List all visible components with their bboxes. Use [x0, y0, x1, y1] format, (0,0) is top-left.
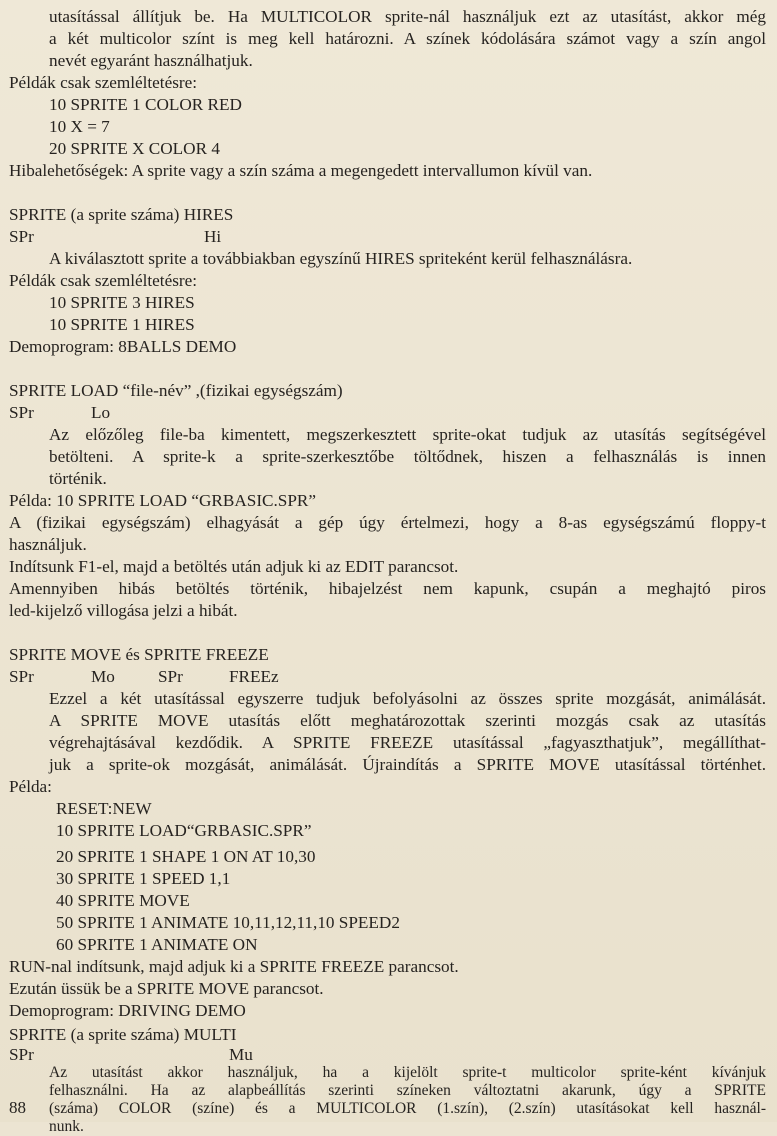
text-line: történik.	[49, 469, 107, 488]
abbreviation: FREEz	[229, 667, 279, 686]
text-line: végrehajtásával kezdődik. A SPRITE FREEZE utasítással „fagyaszthatjuk”, megállíthat-	[49, 733, 766, 752]
text-line: Demoprogram: 8BALLS DEMO	[9, 337, 237, 356]
text-line: Példa:	[9, 777, 52, 796]
text-line: nevét egyaránt használhatjuk.	[49, 51, 253, 70]
command-heading: SPRITE MOVE és SPRITE FREEZE	[9, 645, 269, 664]
code-line: 50 SPRITE 1 ANIMATE 10,11,12,11,10 SPEED2	[56, 913, 400, 932]
text-line: a két multicolor színt is meg kell határozni. A színek kódolására számot vagy a szín angol	[49, 29, 766, 48]
text-line: Az előzőleg file-ba kimentett, megszerkesztett sprite-okat tudjuk az utasítás segítségével	[49, 425, 766, 444]
abbreviation: SPr	[9, 1045, 34, 1064]
page-number: 88	[9, 1098, 26, 1117]
command-heading: SPRITE (a sprite száma) HIRES	[9, 205, 234, 224]
text-line: utasítással állítjuk be. Ha MULTICOLOR sprite-nál használjuk ezt az utasítást, akkor még	[49, 7, 766, 26]
text-line: betölteni. A sprite-k a sprite-szerkesztőbe töltődnek, hiszen a felhasználás is innen	[49, 447, 766, 466]
code-line: 10 SPRITE 1 COLOR RED	[49, 95, 242, 114]
text-line: Példa: 10 SPRITE LOAD “GRBASIC.SPR”	[9, 491, 317, 510]
text-line: RUN-nal indítsunk, majd adjuk ki a SPRITE FREEZE parancsot.	[9, 957, 459, 976]
abbreviation: SPr	[158, 667, 183, 686]
text-line: Indítsunk F1-el, majd a betöltés után adjuk ki az EDIT parancsot.	[9, 557, 459, 576]
text-line: juk a sprite-ok mozgását, animálását. Újraindítás a SPRITE MOVE utasítással történhet.	[49, 755, 766, 774]
code-line: 10 X = 7	[49, 117, 110, 136]
text-line: A (fizikai egységszám) elhagyását a gép úgy értelmezi, hogy a 8-as egységszámú floppy-t	[9, 513, 766, 532]
text-line: Hibalehetőségek: A sprite vagy a szín száma a megengedett intervallumon kívül van.	[9, 161, 593, 180]
code-line: 30 SPRITE 1 SPEED 1,1	[56, 869, 231, 888]
text-line: (száma) COLOR (színe) és a MULTICOLOR (1.szín), (2.szín) utasításokat kell használ-	[49, 1100, 766, 1117]
code-line: 10 SPRITE LOAD“GRBASIC.SPR”	[56, 821, 312, 840]
code-line: 10 SPRITE 3 HIRES	[49, 293, 195, 312]
command-heading: SPRITE (a sprite száma) MULTI	[9, 1025, 237, 1044]
code-line: 10 SPRITE 1 HIRES	[49, 315, 195, 334]
text-line: Ezzel a két utasítással egyszerre tudjuk befolyásolni az összes sprite mozgását, animálását.	[49, 689, 766, 708]
text-line: Demoprogram: DRIVING DEMO	[9, 1001, 246, 1020]
abbreviation: SPr	[9, 667, 34, 686]
code-line: 40 SPRITE MOVE	[56, 891, 190, 910]
abbreviation: Lo	[91, 403, 111, 422]
text-line: felhasználni. Ha az alapbeállítás szerinti színeken változtatni akarunk, úgy a SPRITE	[49, 1082, 766, 1099]
code-line: 20 SPRITE X COLOR 4	[49, 139, 220, 158]
code-line: 60 SPRITE 1 ANIMATE ON	[56, 935, 258, 954]
text-line: Példák csak szemléltetésre:	[9, 271, 198, 290]
abbreviation: Mu	[229, 1045, 253, 1064]
code-line: RESET:NEW	[56, 799, 152, 818]
text-line: Példák csak szemléltetésre:	[9, 73, 198, 92]
text-line: nunk.	[49, 1118, 84, 1135]
command-heading: SPRITE LOAD “file-név” ,(fizikai egységszám)	[9, 381, 343, 400]
text-line: A SPRITE MOVE utasítás előtt meghatározottak szerinti mozgás csak az utasítás	[49, 711, 766, 730]
text-line: led-kijelző villogása jelzi a hibát.	[9, 601, 238, 620]
abbreviation: SPr	[9, 403, 34, 422]
abbreviation: Mo	[91, 667, 115, 686]
text-line: Amennyiben hibás betöltés történik, hibajelzést nem kapunk, csupán a meghajtó piros	[9, 579, 766, 598]
abbreviation: SPr	[9, 227, 34, 246]
text-line: A kiválasztott sprite a továbbiakban egyszínű HIRES spriteként kerül felhasználásra.	[49, 249, 633, 268]
text-line: használjuk.	[9, 535, 87, 554]
abbreviation: Hi	[204, 227, 222, 246]
text-line: Ezután üssük be a SPRITE MOVE parancsot.	[9, 979, 324, 998]
code-line: 20 SPRITE 1 SHAPE 1 ON AT 10,30	[56, 847, 316, 866]
text-line: Az utasítást akkor használjuk, ha a kijelölt sprite-t multicolor sprite-ként kívánjuk	[49, 1064, 766, 1081]
